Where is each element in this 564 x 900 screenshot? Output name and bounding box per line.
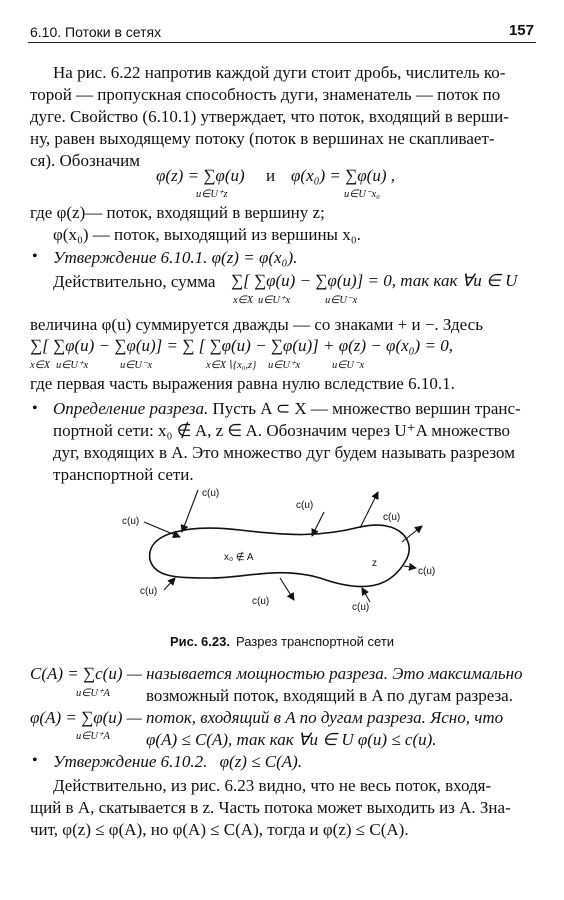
arc-arrow (404, 566, 416, 568)
arc-arrow (144, 522, 180, 537)
arc-label: c(u) (122, 516, 140, 527)
final-line-2: щий в A, скатывается в z. Часть потока может выходить из A. Зна- (30, 798, 511, 817)
arc-label: c(u) (202, 488, 220, 499)
formula2-sub-2: u∈U⁺x (56, 360, 89, 371)
arc-arrow (280, 578, 294, 600)
formula1-conj: и (266, 166, 276, 185)
arc-arrow (402, 526, 422, 542)
proof1-sub-1: x∈X (233, 295, 254, 306)
arc-label: c(u) (383, 512, 401, 523)
statement2-text: φ(z) ≤ C(A). (219, 752, 303, 771)
final-line-1: Действительно, из рис. 6.23 видно, что не весь поток, входя- (53, 776, 492, 795)
bullet: • (32, 400, 38, 417)
intro-line-1: На рис. 6.22 напротив каждой дуги стоит дробь, числитель ко- (53, 63, 506, 82)
arc-arrow (312, 512, 324, 536)
formula2-sub-3: u∈U⁻x (120, 360, 153, 371)
arc-arrow (360, 492, 378, 528)
definition-text-1: Пусть A ⊂ X — множество вершин транс- (212, 399, 521, 418)
definition-line-1 (53, 398, 521, 420)
proof1-lead: Действительно, сумма (53, 272, 216, 291)
arc-label: c(u) (296, 500, 314, 511)
arc-label: c(u) (140, 586, 158, 597)
cut-diagram (100, 482, 460, 622)
statement1-text: φ(z) = φ(x₀). (211, 248, 298, 267)
proof1-sub-2: u∈U⁺x (258, 295, 291, 306)
capacity-line-3: φ(A) = ∑φ(u) — поток, входящий в A по дугам разреза. Ясно, что (30, 708, 504, 727)
inside-label-x0: x₀ ∉ A (224, 552, 254, 563)
where-line: где φ(z)— поток, входящий в вершину z; (30, 203, 325, 222)
formula1-right-sub: u∈U⁻x₀ (344, 189, 380, 200)
arc-arrow (362, 588, 370, 602)
statement1-label: Утверждение 6.10.1. (53, 248, 208, 267)
capacity-line-2: возможный поток, входящий в A по дугам разреза. (146, 686, 513, 705)
proof1-sub-3: u∈U⁻x (325, 295, 358, 306)
definition-line-3: дуг, входящих в A. Это множество дуг будем называть разрезом (53, 443, 515, 462)
statement1-line (53, 247, 297, 269)
figure-caption-text: Разрез транспортной сети (235, 634, 395, 649)
proof1-formula: ∑[ ∑φ(u) − ∑φ(u)] = 0, так как ∀u ∈ U (231, 271, 518, 290)
arc-arrow (164, 578, 175, 590)
capacity-line-4: φ(A) ≤ C(A), так как ∀u ∈ U φ(u) ≤ c(u). (146, 730, 437, 749)
bullet: • (32, 248, 38, 265)
first-part-line: где первая часть выражения равна нулю вследствие 6.10.1. (30, 374, 455, 393)
formula1-left: φ(z) = ∑φ(u) (156, 166, 245, 185)
bullet: • (32, 752, 38, 769)
counted-line: величина φ(u) суммируется дважды — со знаками + и −. Здесь (30, 315, 483, 334)
running-header-section: 6.10. Потоки в сетях (30, 24, 162, 40)
intro-line-3: дуге. Свойство (6.10.1) утверждает, что поток, входящий в верши- (30, 107, 509, 126)
formula2-sub-1: x∈X (30, 360, 51, 371)
formula2-sub-6: u∈U⁻x (332, 360, 365, 371)
definition-line-4: транспортной сети. (53, 465, 194, 484)
intro-line-4: ну, равен выходящему потоку (поток в вершинах не скапливает- (30, 129, 495, 148)
inside-label-z: z (372, 558, 377, 569)
statement2-line (53, 751, 302, 773)
arc-label: c(u) (252, 596, 270, 607)
definition-label: Определение разреза. (53, 399, 209, 418)
phi-x0-line: φ(x₀) — поток, выходящий из вершины x₀. (53, 225, 361, 244)
arc-label: c(u) (418, 566, 436, 577)
figure-caption-label: Рис. 6.23. (169, 634, 230, 649)
header-rule (28, 42, 536, 43)
intro-line-5: ся). Обозначим (30, 151, 141, 170)
statement2-label: Утверждение 6.10.2. (53, 752, 208, 771)
capacity-line-3-sub: u∈U⁺A (76, 731, 110, 742)
page-number: 157 (508, 22, 534, 39)
intro-line-2: торой — пропускная способность дуги, знаменатель — поток по (30, 85, 501, 104)
formula1-right: φ(x₀) = ∑φ(u) , (291, 166, 396, 185)
capacity-line-1-sub: u∈U⁺A (76, 688, 110, 699)
final-line-3: чит, φ(z) ≤ φ(A), но φ(A) ≤ C(A), тогда и φ(z) ≤ C(A). (30, 820, 409, 839)
formula2: ∑[ ∑φ(u) − ∑φ(u)] = ∑ [ ∑φ(u) − ∑φ(u)] + φ(z) − φ(x₀) = 0, (30, 336, 453, 355)
arc-label: c(u) (352, 602, 370, 613)
formula2-sub-4: x∈X∖{x₀,z} (206, 360, 257, 371)
set-a-region (150, 525, 410, 587)
figure-caption (0, 634, 564, 649)
capacity-line-1: C(A) = ∑c(u) — называется мощностью разреза. Это максимально (30, 664, 523, 683)
arc-arrow (182, 490, 198, 532)
formula1-left-sub: u∈U⁺z (196, 189, 228, 200)
definition-line-2: портной сети: x₀ ∉ A, z ∈ A. Обозначим через U⁺A множество (53, 421, 511, 440)
formula2-sub-5: u∈U⁺x (268, 360, 301, 371)
